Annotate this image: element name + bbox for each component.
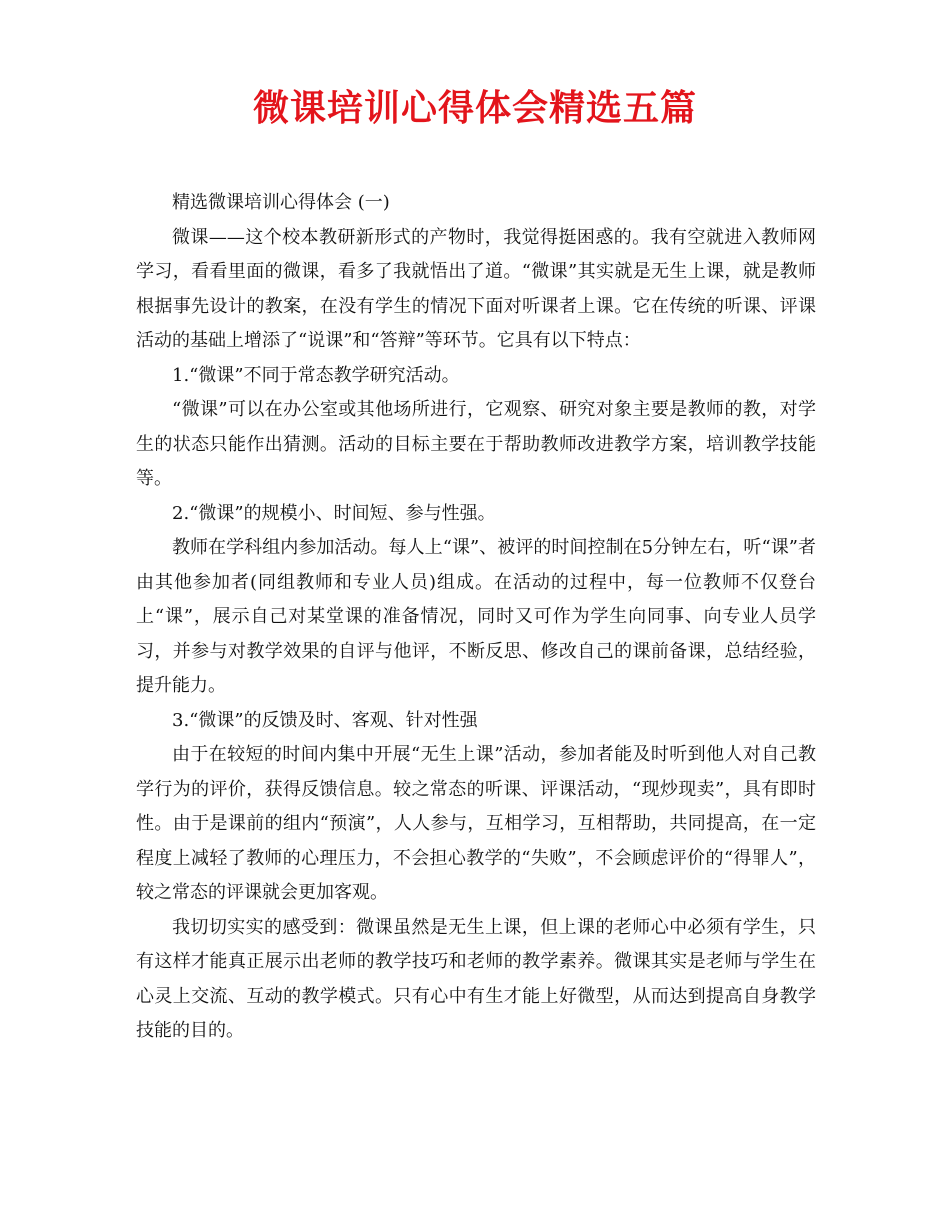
list-heading: 3.“微课”的反馈及时、客观、针对性强 — [172, 709, 478, 731]
paragraph: 我切切实实的感受到：微课虽然是无生上课，但上课的老师心中必须有学生，只有这样才能真正展示出老师的教学技巧和老师的教学素养。微课其实是老师与学生在心灵上交流、互动的教学模式。只有心中有生才能上好微型，从而达到提高自身教学技能的目的。 — [136, 916, 816, 1041]
document-body — [136, 186, 816, 1049]
document-title: 微课培训心得体会精选五篇 — [252, 87, 697, 129]
paragraph: “微课”可以在办公室或其他场所进行，它观察、研究对象主要是教师的教，对学生的状态只能作出猜测。活动的目标主要在于帮助教师改进教学方案，培训教学技能等。 — [136, 399, 816, 489]
section-heading: 精选微课培训心得体会 (一) — [172, 192, 390, 213]
paragraph: 教师在学科组内参加活动。每人上“课”、被评的时间控制在5分钟左右，听“课”者由其他参加者(同组教师和专业人员)组成。在活动的过程中，每一位教师不仅登台上“课”，展示自己对某堂课的准备情况，同时又可作为学生向同事、向专业人员学习，并参与对教学效果的自评与他评，不断反思、修改自己的课前备课，总结经验，提升能力。 — [136, 537, 816, 696]
list-heading: 2.“微课”的规模小、时间短、参与性强。 — [172, 502, 496, 524]
paragraph: 微课——这个校本教研新形式的产物时，我觉得挺困惑的。我有空就进入教师网学习，看看里面的微课，看多了我就悟出了道。“微课”其实就是无生上课，就是教师根据事先设计的教案，在没有学生的情况下面对听课者上课。它在传统的听课、评课活动的基础上增添了“说课”和“答辩”等环节。它具有以下特点： — [136, 226, 816, 351]
paragraph: 由于在较短的时间内集中开展“无生上课”活动，参加者能及时听到他人对自己教学行为的评价，获得反馈信息。较之常态的听课、评课活动，“现炒现卖”，具有即时性。由于是课前的组内“预演”，人人参与，互相学习，互相帮助，共同提高，在一定程度上减轻了教师的心理压力，不会担心教学的“失败”，不会顾虑评价的“得罪人”，较之常态的评课就会更加客观。 — [136, 744, 816, 903]
list-heading: 1.“微课”不同于常态教学研究活动。 — [172, 364, 460, 386]
